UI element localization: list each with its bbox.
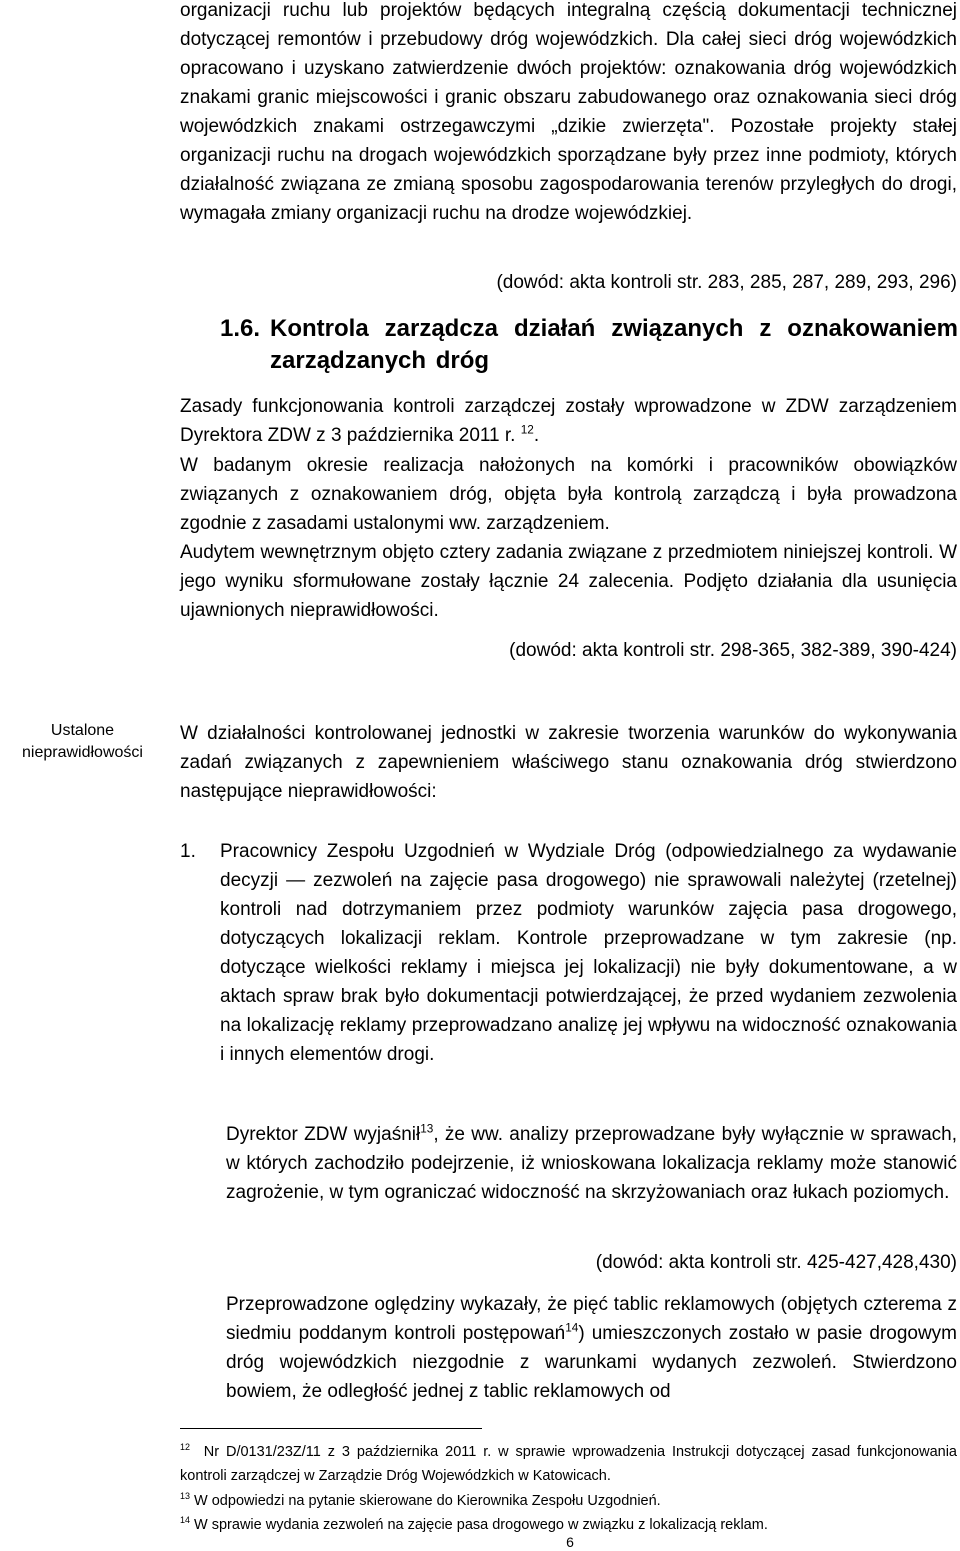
director-text-end: , że ww. analizy przeprowadzane były wyłącznie w sprawach, w których zachodziło podejrzenie, iż wnioskowana lokalizacja reklamy może stanowić zagrożenie, w tym ograniczać widoczność na skrzyżowaniach oraz łukach poziomych. — [226, 1124, 958, 1203]
footnote-text: W sprawie wydania zezwoleń na zajęcie pasa drogowego w związku z lokalizacją reklam. — [194, 1517, 768, 1533]
page-number: 6 — [566, 1534, 574, 1550]
section-title: Kontrola zarządcza działań związanych z oznakowaniem zarządzanych dróg — [270, 315, 958, 374]
footnote-ref-14[interactable]: 14 — [565, 1321, 579, 1335]
evidence-note-3: (dowód: akta kontroli str. 425-427,428,430) — [595, 1252, 957, 1273]
side-label-irregularities: Ustalone nieprawidłowości — [22, 722, 143, 761]
control-rules-text: Zasady funkcjonowania kontroli zarządczej zostały wprowadzone w ZDW zarządzeniem Dyrektora ZDW z 3 października 2011 r. — [180, 396, 957, 446]
director-explanation — [226, 1120, 957, 1207]
footnote-12 — [180, 1440, 957, 1488]
evidence-note-1: (dowód: akta kontroli str. 283, 285, 287, 289, 293, 296) — [496, 272, 957, 293]
footnote-number: 13 — [180, 1491, 190, 1502]
intro-paragraph: organizacji ruchu lub projektów będących integralną częścią dokumentacji technicznej dotyczącej remontów i przebudowy dróg wojewódzkich. Dla całej sieci dróg wojewódzkich opracowano i uzyskano zatwierdzenie dwóch projektów: oznakowania dróg wojewódzkich znakami granic miejscowości i granic obszaru zabudowanego oraz oznakowania sieci dróg wojewódzkich znakami ostrzegawczymi „dzikie zwierzęta". Pozostałe projekty stałej organizacji ruchu na drogach wojewódzkich sporządzane były przez inne podmioty, których działalność związana ze zmianą sposobu zagospodarowania terenów przyległych do drogi, wymagała zmiany organizacji ruchu na drodze wojewódzkiej. — [180, 0, 957, 224]
footnote-separator — [180, 1428, 482, 1429]
irregularities-intro: W działalności kontrolowanej jednostki w zakresie tworzenia warunków do wykonywania zadań związanych z zapewnieniem właściwego stanu oznakowania dróg stwierdzono następujące nieprawidłowości: — [180, 723, 957, 802]
footnote-number: 14 — [180, 1515, 190, 1526]
footnote-ref-13[interactable]: 13 — [420, 1122, 434, 1136]
item-1-text: Pracownicy Zespołu Uzgodnień w Wydziale Dróg (odpowiedzialnego za wydawanie decyzji — zezwoleń na zajęcie pasa drogowego) nie sprawowali należytej (rzetelnej) kontroli nad dotrzymaniem przez podmioty warunków zajęcia pasa drogowego, dotyczących lokalizacji reklam. Kontrole przeprowadzane w tym zakresie (np. dotyczące wielkości reklamy i miejsca jej lokalizacji) nie były dokumentowane, a w aktach spraw brak było dokumentacji potwierdzającej, że przed wydaniem zezwolenia na lokalizację reklamy przeprowadzano analizę jej wpływu na widoczność oznakowania i innych elementów drogi. — [220, 841, 957, 1065]
footnote-number: 12 — [180, 1442, 190, 1453]
control-rules-end: . — [533, 425, 540, 446]
section-number: 1.6. — [220, 315, 261, 342]
inspection-text-end: ) umieszczonych zostało w pasie drogowym dróg wojewódzkich niezgodnie z warunkami wydanych zezwoleń. Stwierdzono bowiem, że odległość jednej z tablic reklamowych od — [226, 1323, 957, 1402]
control-rules-paragraph — [180, 392, 957, 450]
footnote-text: W odpowiedzi na pytanie skierowane do Kierownika Zespołu Uzgodnień. — [194, 1493, 661, 1509]
footnote-text: Nr D/0131/23Z/11 z 3 października 2011 r. w sprawie wprowadzenia Instrukcji dotyczącej zasad funkcjonowania kontroli zarządczej w Zarządzie Dróg Wojewódzkich w Katowicach. — [180, 1444, 957, 1484]
evidence-note-2: (dowód: akta kontroli str. 298-365, 382-389, 390-424) — [509, 640, 957, 661]
audit-paragraph: Audytem wewnętrznym objęto cztery zadania związane z przedmiotem niniejszej kontroli. W jego wyniku sformułowane zostały łącznie 24 zalecenia. Podjęto działania dla usunięcia ujawnionych nieprawidłowości. — [180, 542, 957, 621]
inspection-text-start: Przeprowadzone oględziny wykazały, że pięć tablic reklamowych (objętych czterema z siedmiu poddanym kontroli postępowań — [226, 1294, 957, 1344]
control-period-paragraph: W badanym okresie realizacja nałożonych na komórki i pracowników obowiązków związanych z oznakowaniem dróg, objęta była kontrolą zarządczą i była prowadzona zgodnie z zasadami ustalonymi ww. zarządzeniem. — [180, 455, 957, 534]
director-text-start: Dyrektor ZDW wyjaśnił — [226, 1124, 421, 1145]
footnote-ref-12[interactable]: 12 — [520, 423, 534, 437]
item-number: 1. — [180, 841, 196, 862]
footnote-13 — [180, 1489, 957, 1513]
inspection-paragraph — [226, 1290, 957, 1406]
